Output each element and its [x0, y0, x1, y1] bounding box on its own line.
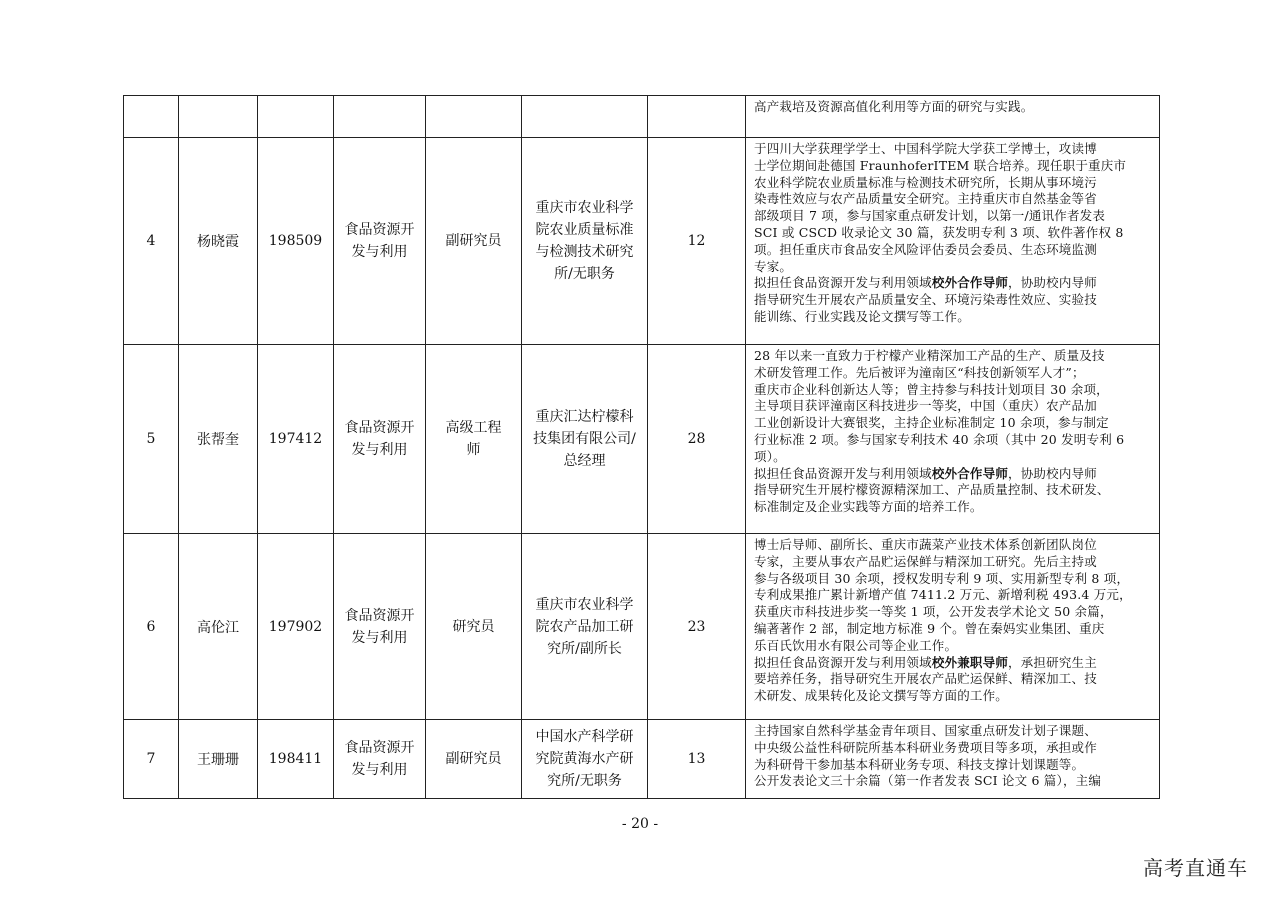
role-line: [754, 655, 1153, 672]
birth-cell: 198411: [258, 720, 334, 799]
role-line: 指导研究生开展农产品质量安全、环境污染毒性效应、实验技: [754, 292, 1097, 308]
bio-cell: [746, 534, 1160, 720]
role-title: 校外合作导师: [931, 465, 1009, 481]
birth-cell: 197902: [258, 534, 334, 720]
years-cell: 12: [648, 138, 746, 345]
org-cell-line: 究院黄海水产研: [535, 751, 634, 767]
index-cell: 5: [124, 345, 179, 534]
bio-line: 中央级公益性科研院所基本科研业务费项目等多项，承担或作: [754, 739, 1097, 755]
role-title: 校外兼职导师: [931, 654, 1009, 670]
bio-line: 染毒性效应与农产品质量安全研究。主持重庆市自然基金等省: [754, 191, 1097, 207]
bio-line: 编著著作 2 部，制定地方标准 9 个。曾在秦妈实业集团、重庆: [754, 620, 1105, 636]
role-line: 标准制定及企业实践等方面的培养工作。: [754, 499, 983, 515]
role-prefix: 拟担任食品资源开发与利用领域: [754, 275, 932, 291]
title-cell: [426, 96, 522, 138]
bio-line: 主导项目获评潼南区科技进步一等奖，中国（重庆）农产品加: [754, 398, 1097, 414]
birth-cell: 198509: [258, 138, 334, 345]
title-cell-line: 高级工程: [445, 420, 502, 436]
title-cell-line: 研究员: [452, 618, 495, 635]
field-cell-line: 发与利用: [351, 629, 408, 646]
bio-line: 于四川大学获理学学士、中国科学院大学获工学博士，攻读博: [754, 141, 1097, 156]
bio-line: 获重庆市科技进步奖一等奖 1 项，公开发表学术论文 50 余篇，: [754, 604, 1113, 620]
name-cell: [179, 96, 258, 138]
role-line: [754, 466, 1153, 483]
org-cell-line: 究所/副所长: [547, 640, 622, 657]
org-cell: [522, 720, 648, 799]
role-suffix: ，协助校内导师: [1008, 465, 1097, 481]
bio-cell: [746, 345, 1160, 534]
bio-line: 专家，主要从事农产品贮运保鲜与精深加工研究。先后主持或: [754, 553, 1097, 569]
field-cell-line: 发与利用: [351, 244, 408, 260]
table-row: [124, 534, 1160, 720]
org-cell-line: 与检测技术研究: [535, 244, 634, 260]
years-cell: [648, 96, 746, 138]
title-cell-line: 副研究员: [445, 751, 502, 767]
bio-line: 专家。: [754, 258, 793, 274]
bio-cell: [746, 138, 1160, 345]
bio-line: 术研发管理工作。先后被评为潼南区“科技创新领军人才”；: [754, 364, 1085, 380]
table-row: [124, 720, 1160, 799]
bio-line: 项。担任重庆市食品安全风险评估委员会委员、生态环境监测: [754, 241, 1097, 257]
index-cell: [124, 96, 179, 138]
role-line: 指导研究生开展柠檬资源精深加工、产品质量控制、技术研发、: [754, 482, 1110, 498]
birth-cell: 197412: [258, 345, 334, 534]
years-cell: 28: [648, 345, 746, 534]
name-cell: 张帮奎: [179, 345, 258, 534]
role-title: 校外合作导师: [931, 275, 1009, 291]
org-cell: [522, 534, 648, 720]
org-cell-line: 总经理: [563, 453, 606, 469]
bio-cell: [746, 96, 1160, 138]
table-row-continuation: [124, 96, 1160, 138]
field-cell: [334, 138, 426, 345]
org-cell-line: 重庆汇达柠檬科: [535, 409, 634, 425]
bio-line: 士学位期间赴德国 FraunhoferITEM 联合培养。现任职于重庆市: [754, 157, 1127, 173]
bio-line: 工业创新设计大赛银奖，主持企业标准制定 10 余项，参与制定: [754, 415, 1109, 431]
org-cell-line: 技集团有限公司/: [533, 431, 636, 447]
bio-line: 部级项目 7 项，参与国家重点研发计划，以第一/通讯作者发表: [754, 208, 1106, 224]
role-prefix: 拟担任食品资源开发与利用领域: [754, 654, 932, 670]
field-cell: [334, 534, 426, 720]
field-cell-line: 发与利用: [351, 762, 408, 778]
role-line: 能训练、行业实践及论文撰写等工作。: [754, 308, 970, 324]
table-row: [124, 345, 1160, 534]
years-cell: 13: [648, 720, 746, 799]
name-cell: 高伦江: [179, 534, 258, 720]
field-cell: [334, 96, 426, 138]
title-cell: [426, 534, 522, 720]
field-cell-line: 食品资源开: [344, 420, 415, 436]
bio-line: 行业标准 2 项。参与国家专利技术 40 余项（其中 20 发明专利 6: [754, 431, 1125, 447]
role-line: 要培养任务，指导研究生开展农产品贮运保鲜、精深加工、技: [754, 671, 1097, 687]
bio-line: 主持国家自然科学基金青年项目、国家重点研发计划子课题、: [754, 723, 1097, 738]
name-cell: 王珊珊: [179, 720, 258, 799]
org-cell: [522, 96, 648, 138]
tutor-table: [123, 95, 1160, 799]
bio-cell: [746, 720, 1160, 799]
table-row: [124, 138, 1160, 345]
bio-line: 28 年以来一直致力于柠檬产业精深加工产品的生产、质量及技: [754, 348, 1105, 363]
watermark-text: 高考直通车: [1143, 856, 1248, 880]
continuation-text: 高产栽培及资源高值化利用等方面的研究与实践。: [754, 99, 1034, 114]
title-cell: [426, 720, 522, 799]
title-cell-line: 师: [466, 442, 481, 458]
index-cell: 6: [124, 534, 179, 720]
role-line: 术研发、成果转化及论文撰写等方面的工作。: [754, 688, 1009, 704]
title-cell: [426, 138, 522, 345]
bio-line: 为科研骨干参加基本科研业务专项、科技支撑计划课题等。: [754, 756, 1085, 772]
title-cell-line: 副研究员: [445, 233, 502, 249]
title-cell: [426, 345, 522, 534]
bio-line: 乐百氏饮用水有限公司等企业工作。: [754, 637, 958, 653]
field-cell-line: 食品资源开: [344, 740, 415, 756]
org-cell-line: 所/无职务: [554, 266, 615, 282]
role-suffix: ，承担研究生主: [1008, 654, 1097, 670]
bio-line: SCI 或 CSCD 收录论文 30 篇，获发明专利 3 项、软件著作权 8: [754, 224, 1124, 240]
field-cell: [334, 720, 426, 799]
index-cell: 4: [124, 138, 179, 345]
field-cell-line: 发与利用: [351, 442, 408, 458]
org-cell: [522, 138, 648, 345]
field-cell-line: 食品资源开: [344, 607, 415, 624]
org-cell-line: 重庆市农业科学: [535, 596, 634, 613]
field-cell: [334, 345, 426, 534]
bio-line: 专利成果推广累计新增产值 7411.2 万元、新增利税 493.4 万元，: [754, 587, 1132, 603]
org-cell-line: 院农产品加工研: [535, 618, 634, 635]
role-prefix: 拟担任食品资源开发与利用领域: [754, 465, 932, 481]
bio-line: 项）。: [754, 448, 786, 464]
bio-line: 重庆市企业科创新达人等；曾主持参与科技计划项目 30 余项，: [754, 381, 1109, 397]
org-cell-line: 中国水产科学研: [535, 729, 634, 745]
name-cell: 杨晓霞: [179, 138, 258, 345]
bio-line: 农业科学院农业质量标准与检测技术研究所，长期从事环境污: [754, 174, 1097, 190]
years-cell: 23: [648, 534, 746, 720]
org-cell-line: 院农业质量标准: [535, 222, 634, 238]
index-cell: 7: [124, 720, 179, 799]
role-suffix: ，协助校内导师: [1008, 275, 1097, 291]
field-cell-line: 食品资源开: [344, 222, 415, 238]
bio-line: 公开发表论文三十余篇（第一作者发表 SCI 论文 6 篇），主编: [754, 773, 1102, 789]
bio-line: 博士后导师、副所长、重庆市蔬菜产业技术体系创新团队岗位: [754, 537, 1097, 552]
birth-cell: [258, 96, 334, 138]
bio-line: 参与各级项目 30 余项，授权发明专利 9 项、实用新型专利 8 项，: [754, 570, 1130, 586]
page-number: - 20 -: [621, 816, 659, 832]
table-body: [124, 96, 1160, 799]
org-cell-line: 重庆市农业科学: [535, 200, 634, 216]
role-line: [754, 275, 1153, 292]
org-cell: [522, 345, 648, 534]
org-cell-line: 究所/无职务: [547, 773, 622, 789]
